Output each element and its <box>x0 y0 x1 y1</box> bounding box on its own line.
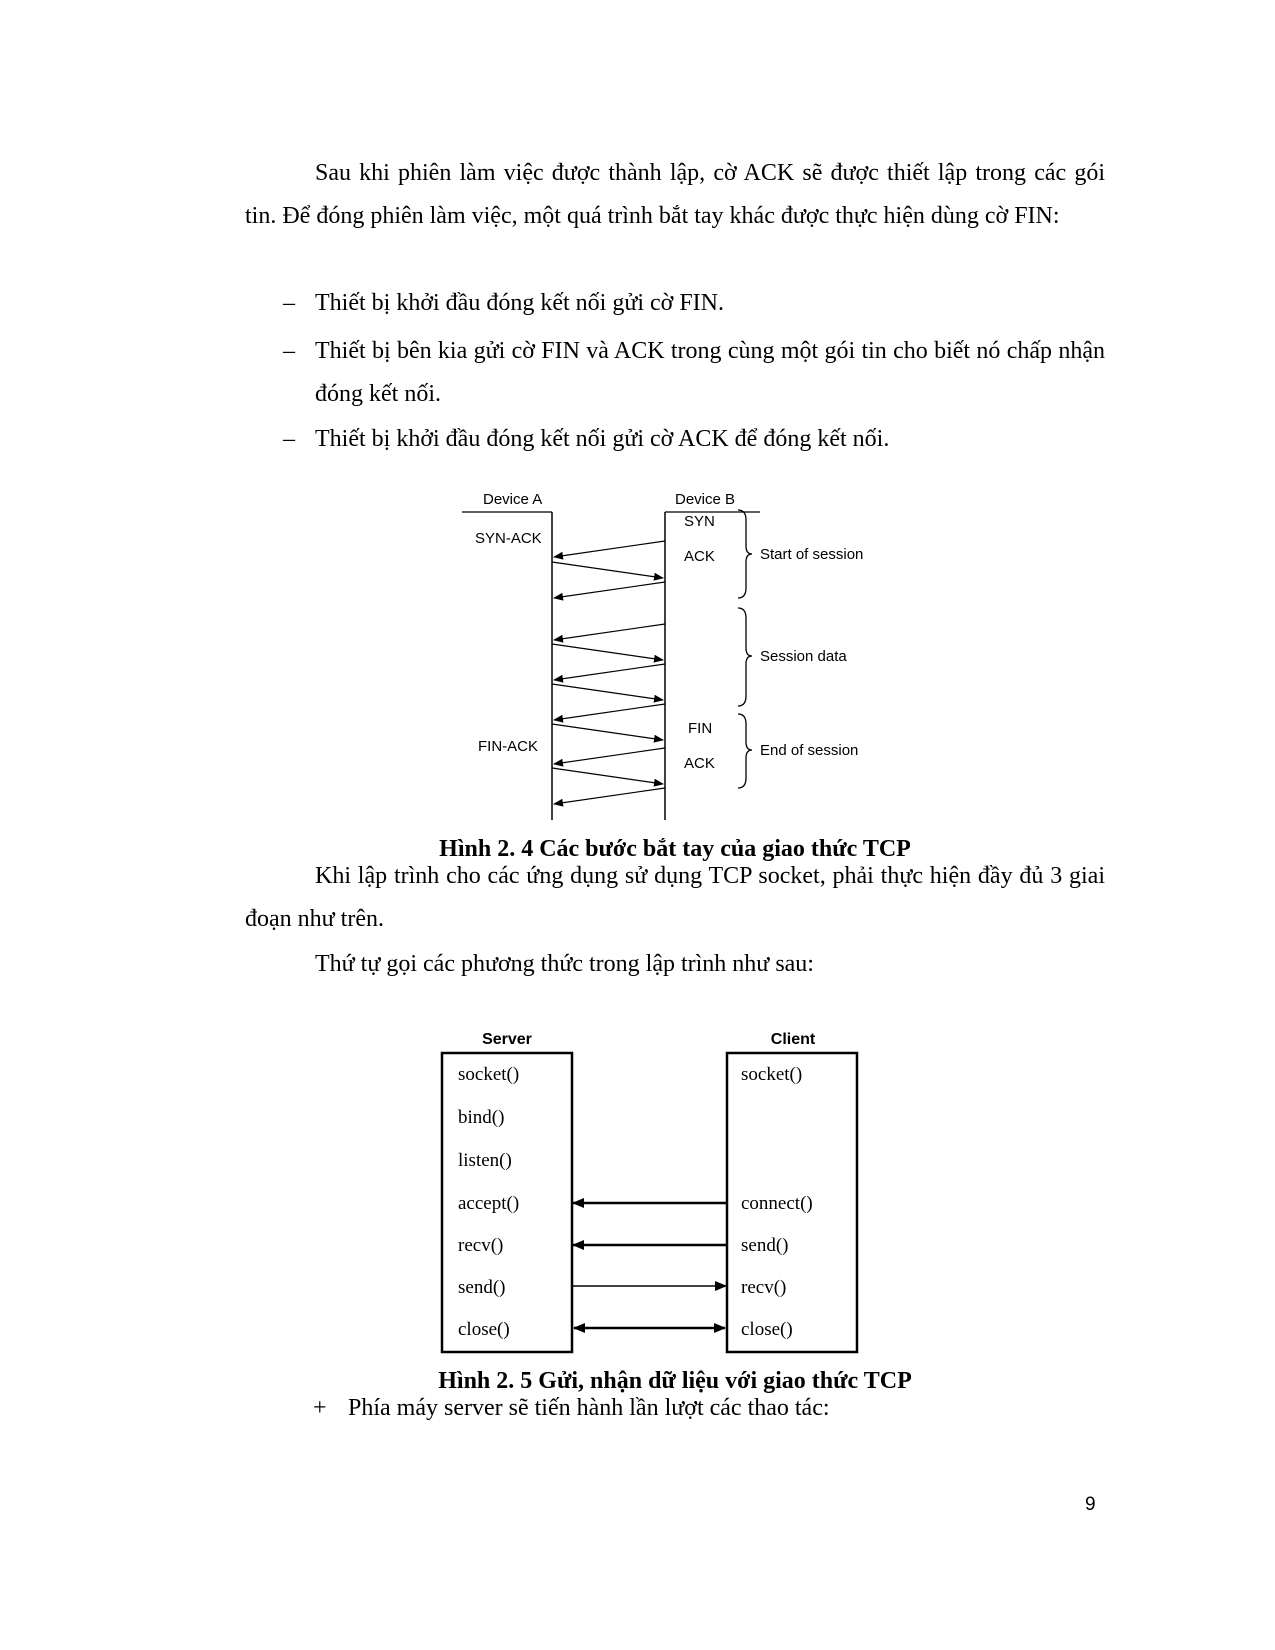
bullet-marker: – <box>283 426 295 452</box>
fin-label: FIN <box>688 720 713 737</box>
plus-item-text: Phía máy server sẽ tiến hành lần lượt các thao tác: <box>348 1395 830 1421</box>
paragraph-call-order: Thứ tự gọi các phương thức trong lập trình như sau: <box>315 951 814 977</box>
start-of-session-label: Start of session <box>760 546 864 563</box>
arrow-syn <box>554 541 665 557</box>
figure-2-5-caption: Hình 2. 5 Gửi, nhận dữ liệu với giao thức TCP <box>438 1368 912 1394</box>
bullet-item <box>245 418 1105 461</box>
client-title: Client <box>770 1031 816 1048</box>
syn-label: SYN <box>684 513 715 530</box>
arrow-data <box>554 624 665 640</box>
phase-braces <box>738 510 752 788</box>
bullet-item <box>245 282 1105 325</box>
server-call-bind: bind() <box>458 1107 505 1128</box>
brace-data <box>738 608 752 706</box>
plus-marker: + <box>313 1395 327 1421</box>
brace-end <box>738 714 752 788</box>
arrow-data <box>554 704 665 720</box>
brace-start <box>738 510 752 598</box>
arrow-data <box>554 664 665 680</box>
server-call-socket: socket() <box>458 1064 520 1085</box>
server-call-recv: recv() <box>458 1235 504 1256</box>
server-title: Server <box>482 1031 532 1048</box>
end-of-session-label: End of session <box>760 742 859 759</box>
figure-2-4-caption: Hình 2. 4 Các bước bắt tay của giao thức TCP <box>439 836 911 862</box>
arrow-final-ack <box>554 788 665 804</box>
syn-ack-label: SYN-ACK <box>475 530 542 547</box>
fin-ack-label: FIN-ACK <box>478 738 538 755</box>
bullet-text: Thiết bị khởi đầu đóng kết nối gửi cờ FIN. <box>315 290 725 316</box>
ack-label: ACK <box>684 755 715 772</box>
device-b-label: Device B <box>675 491 736 508</box>
arrow-data <box>552 644 663 660</box>
server-call-close: close() <box>458 1319 510 1340</box>
arrow-data <box>552 684 663 700</box>
plus-list-item <box>245 1387 1105 1430</box>
message-arrows <box>552 541 665 804</box>
session-data-label: Session data <box>760 648 847 665</box>
server-call-send: send() <box>458 1277 506 1298</box>
paragraph-session-close: Sau khi phiên làm việc được thành lập, cờ ACK sẽ được thiết lập trong các gói tin. Để đóng phiên làm việc, một quá trình bắt tay khác được thực hiện dùng cờ FIN: <box>245 160 1105 229</box>
page-number: 9 <box>1085 1494 1096 1515</box>
bullet-marker: – <box>283 290 295 316</box>
client-call-connect: connect() <box>741 1193 813 1214</box>
server-call-listen: listen() <box>458 1150 512 1171</box>
client-call-recv: recv() <box>741 1277 787 1298</box>
tcp-handshake-diagram <box>460 486 930 826</box>
client-call-send: send() <box>741 1235 789 1256</box>
call-arrows <box>572 1203 727 1328</box>
ack-label: ACK <box>684 548 715 565</box>
client-call-close: close() <box>741 1319 793 1340</box>
bullet-item <box>245 330 1105 416</box>
bullet-marker: – <box>283 338 295 364</box>
arrow-fin <box>554 748 665 764</box>
arrow-ack <box>554 582 665 598</box>
bullet-text: Thiết bị bên kia gửi cờ FIN và ACK trong cùng một gói tin cho biết nó chấp nhận đóng kết nối. <box>315 338 1105 407</box>
bullet-text: Thiết bị khởi đầu đóng kết nối gửi cờ ACK để đóng kết nối. <box>315 426 890 452</box>
server-call-accept: accept() <box>458 1193 520 1214</box>
client-call-socket: socket() <box>741 1064 803 1085</box>
arrow-data <box>552 724 663 740</box>
device-a-label: Device A <box>483 491 543 508</box>
paragraph-tcp-socket: Khi lập trình cho các ứng dụng sử dụng TCP socket, phải thực hiện đầy đủ 3 giai đoạn như trên. <box>245 863 1105 932</box>
tcp-socket-calls-diagram <box>440 1020 900 1365</box>
arrow-syn-ack <box>552 562 663 578</box>
arrow-fin-ack <box>552 768 663 784</box>
